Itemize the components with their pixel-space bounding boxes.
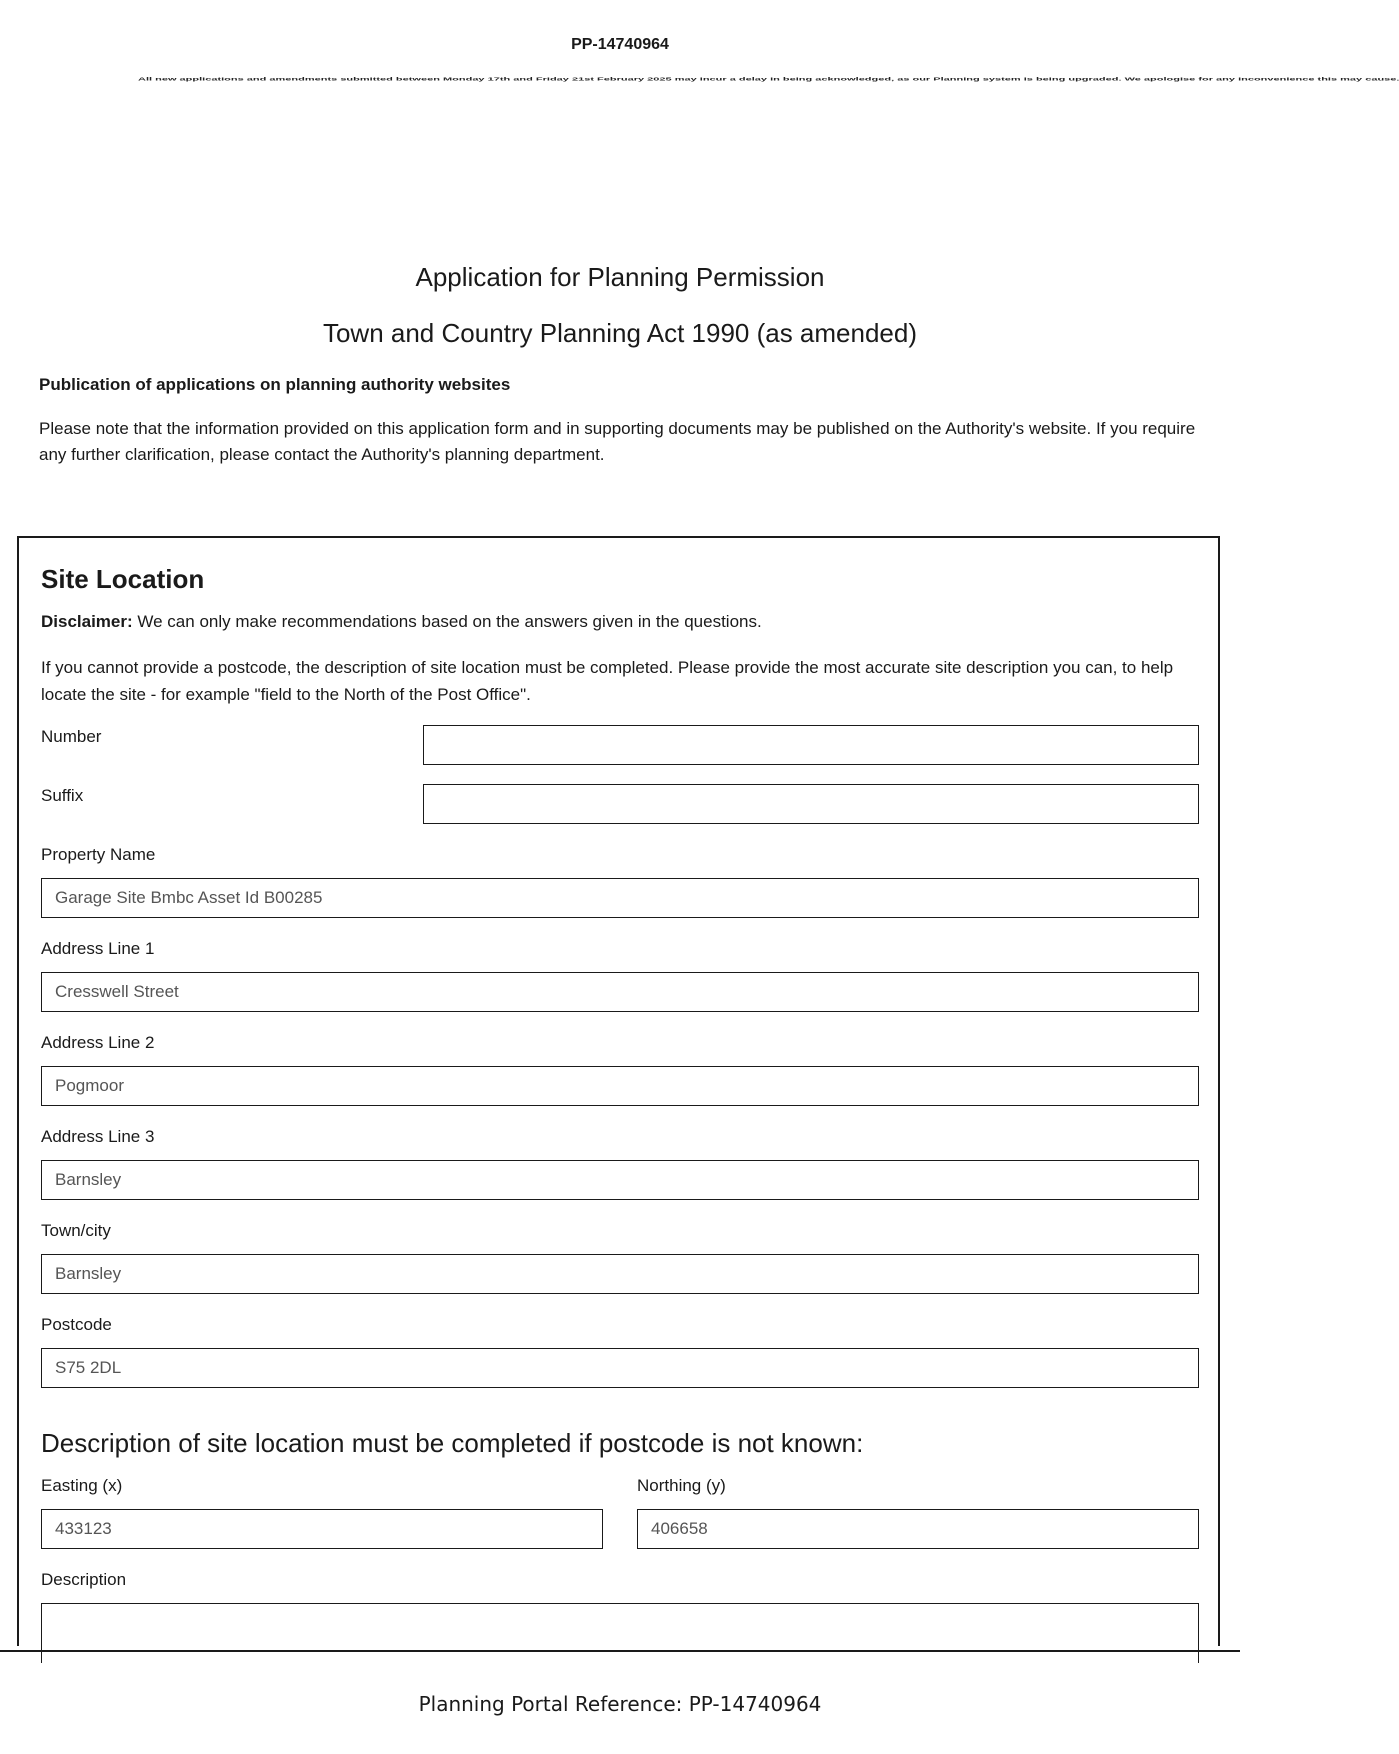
address-line-1-field[interactable]: Cresswell Street [41, 972, 1199, 1012]
northing-field[interactable]: 406658 [637, 1509, 1199, 1549]
easting-field[interactable]: 433123 [41, 1509, 603, 1549]
disclaimer [41, 612, 762, 632]
property-name-field[interactable]: Garage Site Bmbc Asset Id B00285 [41, 878, 1199, 918]
postcode-field[interactable]: S75 2DL [41, 1348, 1199, 1388]
suffix-label: Suffix [41, 786, 84, 805]
document-title: Application for Planning Permission [415, 262, 825, 292]
site-location-panel [17, 536, 1220, 1646]
disclaimer-label: Disclaimer: [41, 612, 133, 631]
suffix-field[interactable] [423, 784, 1199, 824]
upgrade-notice: All new applications and amendments submitted between Monday 17th and Friday 21st February 2025 may incur a delay in being acknowledged, as our Planning system is being upgraded. We apologise for any inconvenience this may cause. [138, 76, 1399, 83]
address-line-2-label: Address Line 2 [41, 1033, 155, 1052]
disclaimer-text: We can only make recommendations based on the answers given in the questions. [132, 612, 762, 631]
description-label: Description [41, 1570, 127, 1589]
description-heading: Description of site location must be completed if postcode is not known: [41, 1428, 864, 1458]
footer-divider [0, 1650, 1240, 1652]
northing-label: Northing (y) [637, 1476, 726, 1495]
town-city-label: Town/city [41, 1221, 111, 1240]
address-line-2-field[interactable]: Pogmoor [41, 1066, 1199, 1106]
postcode-label: Postcode [41, 1315, 112, 1334]
town-city-field[interactable]: Barnsley [41, 1254, 1199, 1294]
footer-reference: Planning Portal Reference: PP-14740964 [418, 1692, 822, 1716]
address-line-3-label: Address Line 3 [41, 1127, 155, 1146]
easting-label: Easting (x) [41, 1476, 123, 1495]
number-field[interactable] [423, 725, 1199, 765]
publication-text: Please note that the information provided on this application form and in supporting documents may be published on the Authority's website. If you require any further clarification, please contact the Authority's planning department. [39, 419, 1196, 464]
number-label: Number [41, 727, 102, 746]
address-line-3-field[interactable]: Barnsley [41, 1160, 1199, 1200]
document-subtitle: Town and Country Planning Act 1990 (as amended) [322, 318, 918, 348]
reference-header: PP-14740964 [571, 36, 669, 53]
description-field[interactable] [41, 1603, 1199, 1663]
site-help-text: If you cannot provide a postcode, the description of site location must be completed. Please provide the most accurate site description you can, to help locate the site - for example "field to the North of the Post Office". [41, 658, 1174, 704]
property-name-label: Property Name [41, 845, 156, 864]
publication-heading: Publication of applications on planning authority websites [39, 375, 511, 394]
site-location-heading: Site Location [41, 564, 205, 594]
address-line-1-label: Address Line 1 [41, 939, 155, 958]
